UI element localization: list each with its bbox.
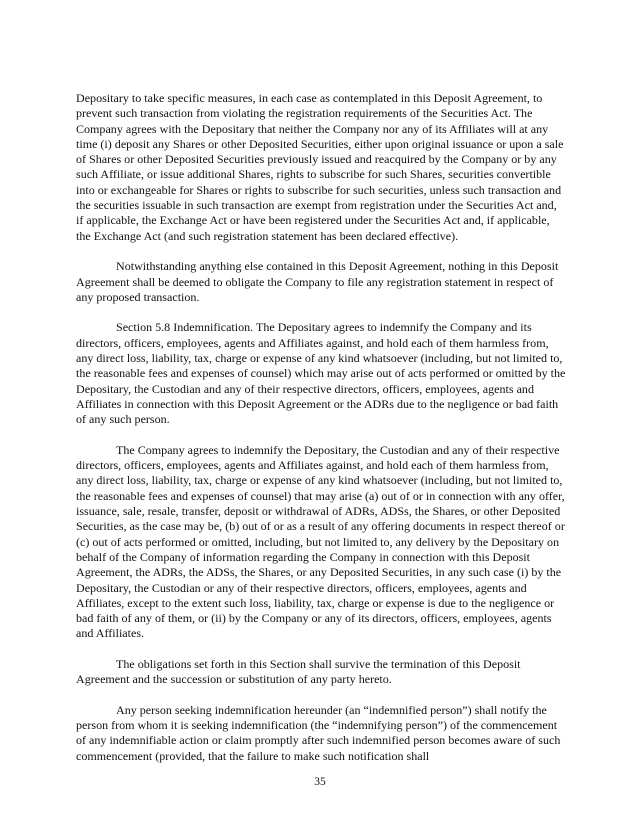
paragraph-company-indemnification: The Company agrees to indemnify the Depositary, the Custodian and any of their respective directors, officers, employees, agents and Affiliates against, and hold each of them harmless from, any direct loss, liability, tax, charge or expense of any kind whatsoever (including, but not limited to, the reasonable fees and expenses of counsel) that may arise (a) out of or in connection with any offer, issuance, sale, resale, transfer, deposit or withdrawal of ADRs, ADSs, the Shares, or other Deposited Securities, as the case may be, (b) out of or as a result of any offering documents in respect thereof or (c) out of acts performed or omitted, including, but not limited to, any delivery by the Depositary on behalf of the Company of information regarding the Company in connection with this Deposit Agreement, the ADRs, the ADSs, the Shares, or any Deposited Securities, in any such case (i) by the Depositary, the Custodian or any of their respective directors, officers, employees, agents and Affiliates, except to the extent such loss, liability, tax, charge or expense is due to the negligence or bad faith of any of them, or (ii) by the Company or any of its directors, officers, employees, agents and Affiliates. xyxy=(76,442,565,641)
paragraph-section-5-8-indemnification: Section 5.8 Indemnification. The Depositary agrees to indemnify the Company and its directors, officers, employees, agents and Affiliates against, and hold each of them harmless from, any direct loss, liability, tax, charge or expense of any kind whatsoever (including, but not limited to, the reasonable fees and expenses of counsel) which may arise out of acts performed or omitted by the Depositary, the Custodian and any of their respective directors, officers, employees, agents and Affiliates in connection with this Deposit Agreement or the ADRs due to the negligence or bad faith of any such person. xyxy=(76,320,566,427)
paragraph-survival: The obligations set forth in this Section shall survive the termination of this Deposit Agreement and the succession or substitution of any party hereto. xyxy=(76,656,521,687)
paragraph-no-registration-obligation: Notwithstanding anything else contained in this Deposit Agreement, nothing in this Deposit Agreement shall be deemed to obligate the Company to file any registration statement in respect of any proposed transaction. xyxy=(76,259,559,304)
page-number: 35 xyxy=(314,776,326,788)
document-body xyxy=(76,91,567,779)
paragraph-registration-continued: Depositary to take specific measures, in each case as contemplated in this Deposit Agreement, to prevent such transaction from violating the registration requirements of the Securities Act. The Company agrees with the Depositary that neither the Company nor any of its Affiliates will at any time (i) deposit any Shares or other Deposited Securities, either upon original issuance or upon a sale of Shares or other Deposited Securities previously issued and reacquired by the Company or by any such Affiliate, or issue additional Shares, rights to subscribe for such Shares, securities convertible into or exchangeable for Shares or rights to subscribe for such securities, unless such transaction and the securities issuable in such transaction are exempt from registration under the Securities Act and, if applicable, the Exchange Act or have been registered under the Securities Act and, if applicable, the Exchange Act (and such registration statement has been declared effective). xyxy=(76,91,564,243)
paragraph-indemnification-notice: Any person seeking indemnification hereunder (an “indemnified person”) shall notify the person from whom it is seeking indemnification (the “indemnifying person”) of the commencement of any indemnifiable action or claim promptly after such indemnified person becomes aware of such commencement (provided, that the failure to make such notification shall xyxy=(76,702,561,763)
